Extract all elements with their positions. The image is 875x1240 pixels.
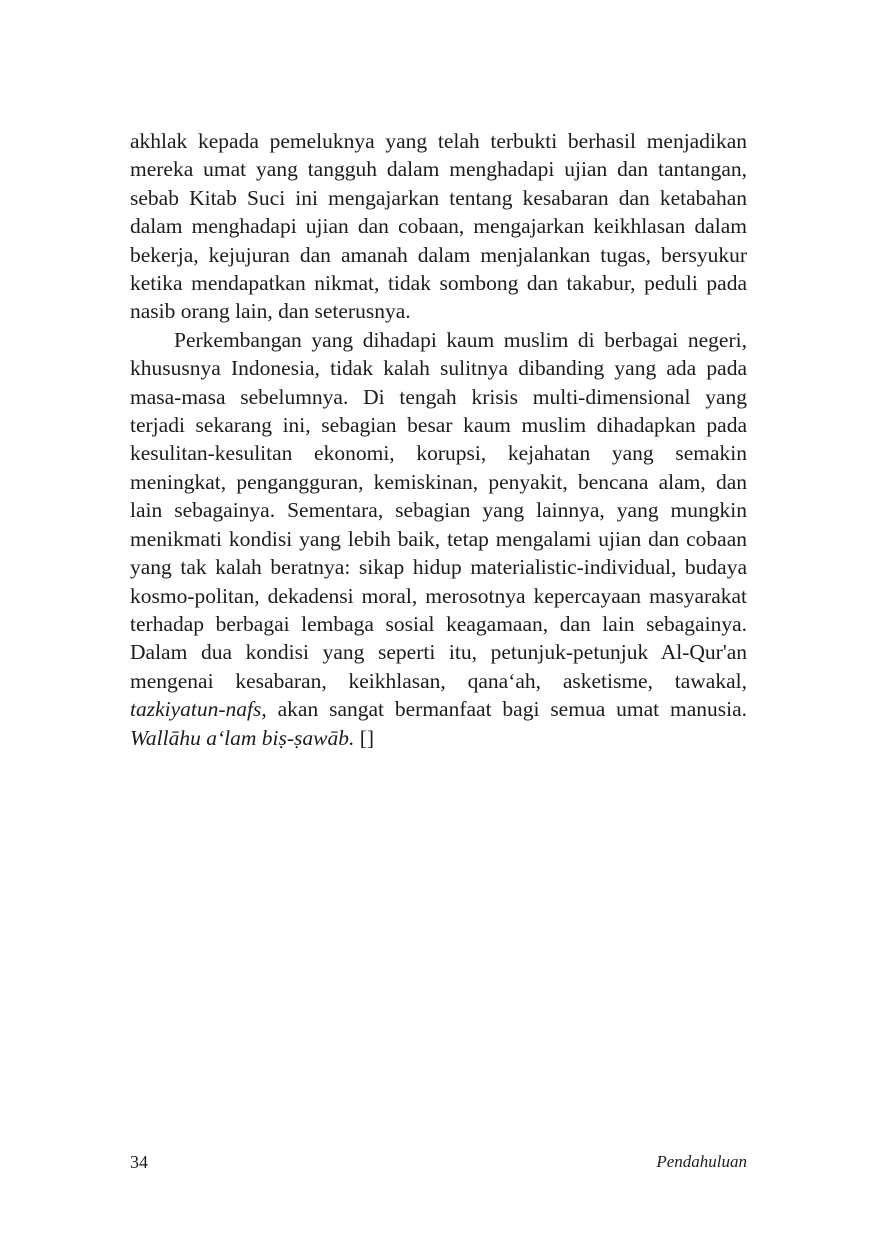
end-mark: [] xyxy=(354,725,375,750)
running-title: Pendahuluan xyxy=(656,1152,747,1171)
paragraph-2 xyxy=(130,326,747,752)
paragraph-2-text-continued: , akan sangat bermanfaat bagi semua umat manusia. xyxy=(261,697,747,722)
italic-term-tazkiyatun-nafs: tazkiyatun-nafs xyxy=(130,697,262,722)
page-footer xyxy=(130,1152,747,1176)
page-number: 34 xyxy=(130,1152,148,1172)
body-text xyxy=(130,127,747,752)
paragraph-1 xyxy=(130,127,747,326)
paragraph-2-text: Perkembangan yang dihadapi kaum muslim di berbagai negeri, khususnya Indonesia, tidak kalah sulitnya dibanding yang ada pada masa-masa sebelumnya. Di tengah krisis multi-dimensional yang terjadi sekarang ini, sebagian besar kaum muslim dihadapkan pada kesulitan-kesulitan ekonomi, korupsi, kejahatan yang semakin meningkat, pengangguran, kemiskinan, penyakit, bencana alam, dan lain sebagainya. Sementara, sebagian yang lainnya, yang mungkin menikmati kondisi yang lebih baik, tetap mengalami ujian dan cobaan yang tak kalah beratnya: sikap hidup materialistic-individual, budaya kosmo-politan, dekadensi moral, merosotnya kepercayaan masyarakat terhadap berbagai lembaga sosial keagamaan, dan lain sebagainya. Dalam dua kondisi yang seperti itu, petunjuk-petunjuk Al-Qur'an mengenai kesabaran, keikhlasan, qana‘ah, asketisme, tawakal, xyxy=(130,327,747,693)
paragraph-1-text: akhlak kepada pemeluknya yang telah terbukti berhasil menjadikan mereka umat yang tangguh dalam menghadapi ujian dan tantangan, sebab Kitab Suci ini mengajarkan tentang kesabaran dan ketabahan dalam menghadapi ujian dan cobaan, mengajarkan keikhlasan dalam bekerja, kejujuran dan amanah dalam menjalankan tugas, bersyukur ketika mendapatkan nikmat, tidak sombong dan takabur, peduli pada nasib orang lain, dan seterusnya. xyxy=(130,129,747,324)
closing-phrase: Wallāhu a‘lam biṣ-ṣawāb. xyxy=(130,725,355,750)
